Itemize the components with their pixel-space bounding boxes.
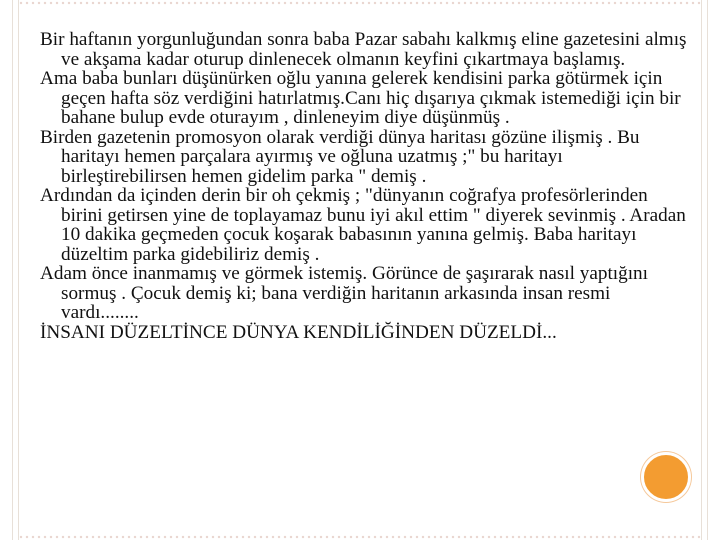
right-border-inner bbox=[707, 0, 708, 540]
right-border-outer bbox=[701, 0, 702, 540]
top-dotted-border bbox=[18, 0, 701, 6]
paragraph-3: Birden gazetenin promosyon olarak verdiği dünya haritası gözüne ilişmiş . Bu haritayı hemen parçalara ayırmış ve oğluna uzatmış ;" bu haritayı birleştirebilirsen hemen gidelim parka " demiş . bbox=[40, 126, 640, 187]
paragraph-4: Ardından da içinden derin bir oh çekmiş ; "dünyanın coğrafya profesörlerinden birini getirsen yine de toplayamaz bunu iyi akıl ettim " diyerek sevinmiş . Aradan 10 dakika geçmeden çocuk koşarak babasının yanına gelmiş. Baba haritayı düzeltim parka gidebiliriz demiş . bbox=[40, 185, 686, 265]
left-border-outer bbox=[12, 0, 13, 540]
paragraph-2: Ama baba bunları düşünürken oğlu yanına gelerek kendisini parka götürmek için geçen hafta söz verdiğini hatırlatmış.Canı hiç dışarıya çıkmak istemediği için bir bahane bulup evde oturayım , dinleneyim diye düşünmüş . bbox=[40, 68, 681, 128]
orange-circle-decoration bbox=[641, 452, 691, 502]
paragraph-6: İNSANI DÜZELTİNCE DÜNYA KENDİLİĞİNDEN DÜZELDİ... bbox=[40, 321, 557, 343]
paragraph-1: Bir haftanın yorgunluğundan sonra baba Pazar sabahı kalkmış eline gazetesini almış ve akşama kadar oturup dinlenecek olmanın keyfini çıkartmaya başlamış. bbox=[40, 29, 687, 70]
paragraph-5: Adam önce inanmamış ve görmek istemiş. Görünce de şaşırarak nasıl yaptığını sormuş . Çocuk demiş ki; bana verdiğin haritanın arkasında insan resmi vardı........ bbox=[40, 263, 648, 323]
story-text bbox=[40, 30, 690, 342]
bottom-dotted-border bbox=[18, 534, 701, 540]
left-border-inner bbox=[18, 0, 19, 540]
